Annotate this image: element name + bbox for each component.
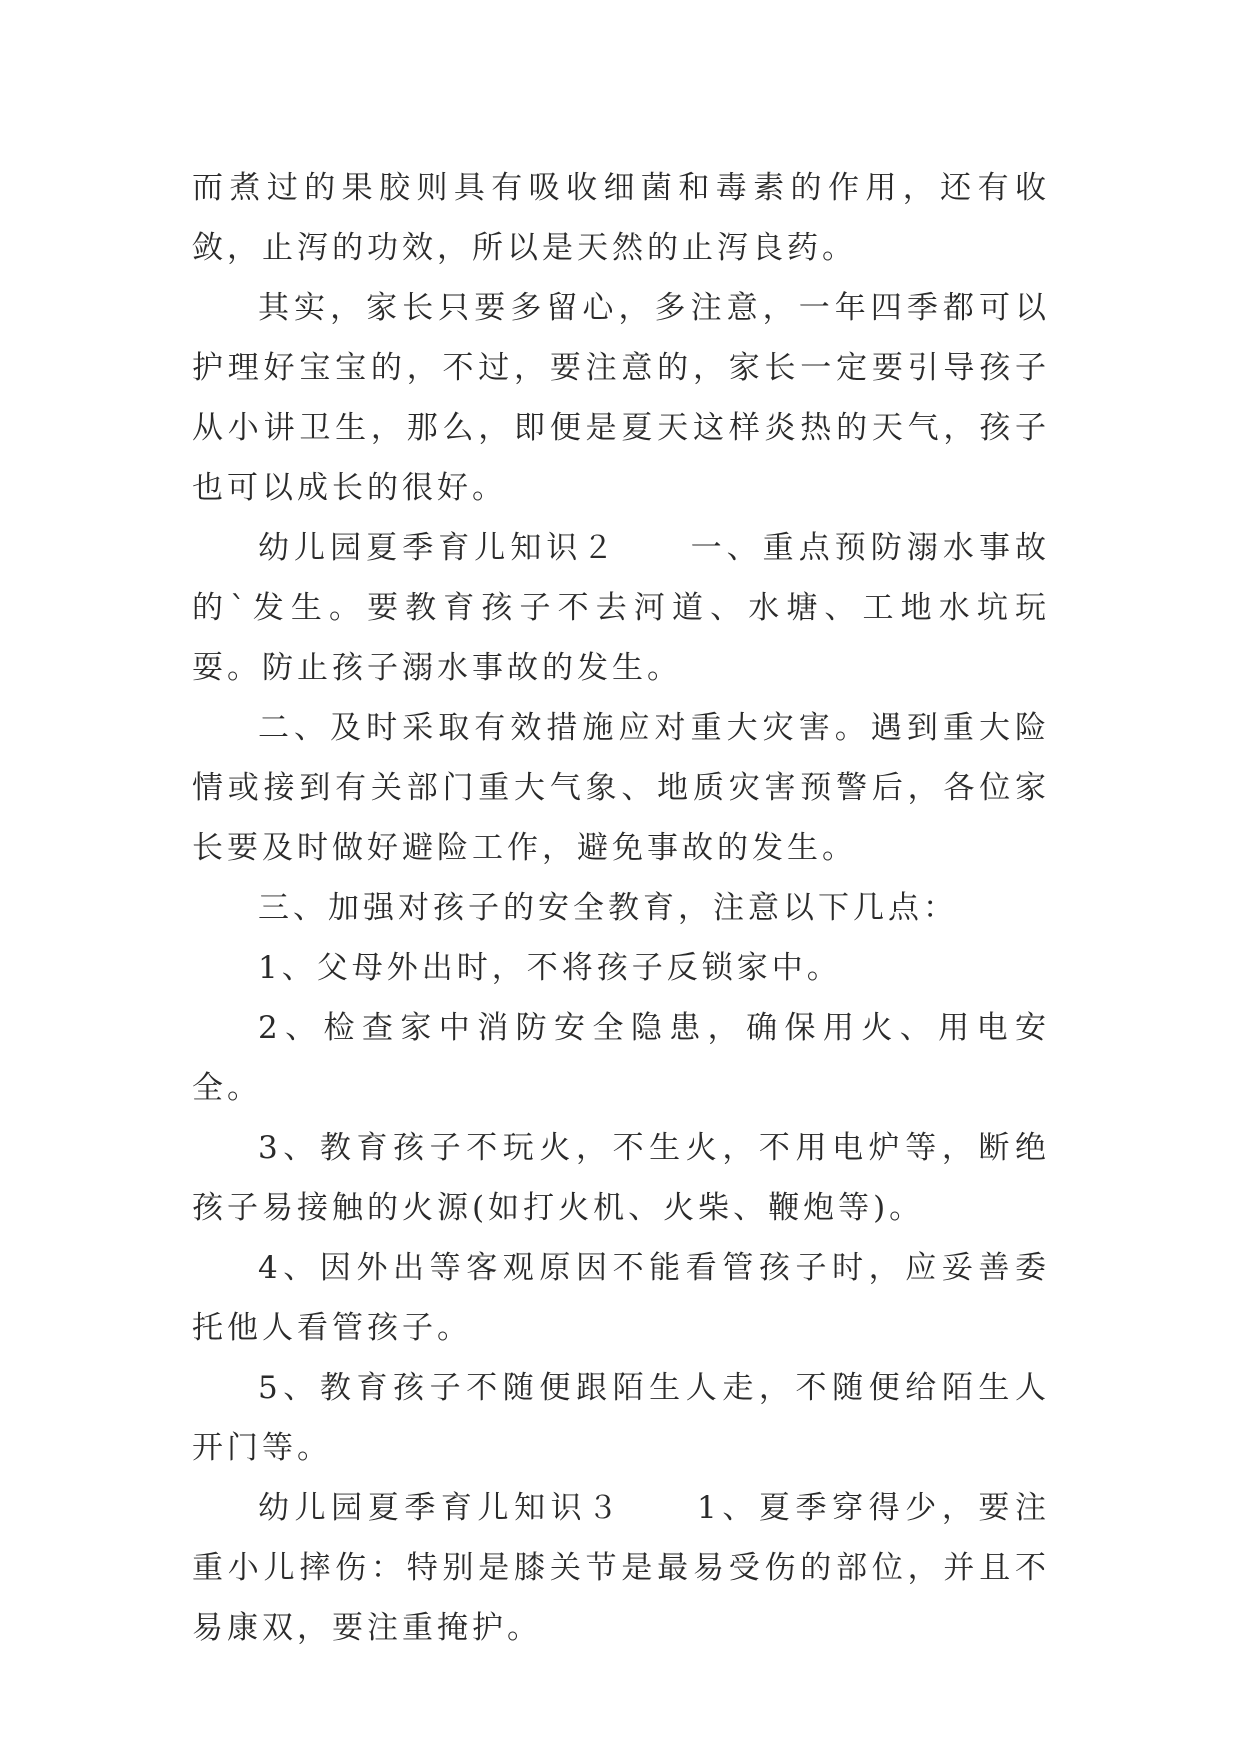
list-item-3: 3、教育孩子不玩火，不生火，不用电炉等，断绝孩子易接触的火源(如打火机、火柴、鞭炮等)。 [192,1130,1050,1226]
paragraph-continuation: 而煮过的果胶则具有吸收细菌和毒素的作用，还有收敛，止泻的功效，所以是天然的止泻良药。 [192,170,1050,266]
document-body [192,158,1050,1658]
paragraph-section-2-intro: 幼儿园夏季育儿知识２ 一、重点预防溺水事故的`发生。要教育孩子不去河道、水塘、工地水坑玩耍。防止孩子溺水事故的发生。 [192,530,1050,686]
paragraph-safety-education-heading: 三、加强对孩子的安全教育，注意以下几点： [258,890,958,926]
paragraph-disaster-response: 二、及时采取有效措施应对重大灾害。遇到重大险情或接到有关部门重大气象、地质灾害预警后，各位家长要及时做好避险工作，避免事故的发生。 [192,710,1050,866]
list-item-4: 4、因外出等客观原因不能看管孩子时，应妥善委托他人看管孩子。 [192,1250,1050,1346]
paragraph-parent-advice: 其实，家长只要多留心，多注意，一年四季都可以护理好宝宝的，不过，要注意的，家长一定要引导孩子从小讲卫生，那么，即便是夏天这样炎热的天气，孩子也可以成长的很好。 [192,290,1050,506]
paragraph-section-3-intro: 幼儿园夏季育儿知识３ 1、夏季穿得少，要注重小儿摔伤：特别是膝关节是最易受伤的部位，并且不易康双，要注重掩护。 [192,1490,1050,1646]
list-item-2: 2、检查家中消防安全隐患，确保用火、用电安全。 [192,1010,1050,1106]
list-item-1: 1、父母外出时，不将孩子反锁家中。 [258,950,842,986]
list-item-5: 5、教育孩子不随便跟陌生人走，不随便给陌生人开门等。 [192,1370,1050,1466]
